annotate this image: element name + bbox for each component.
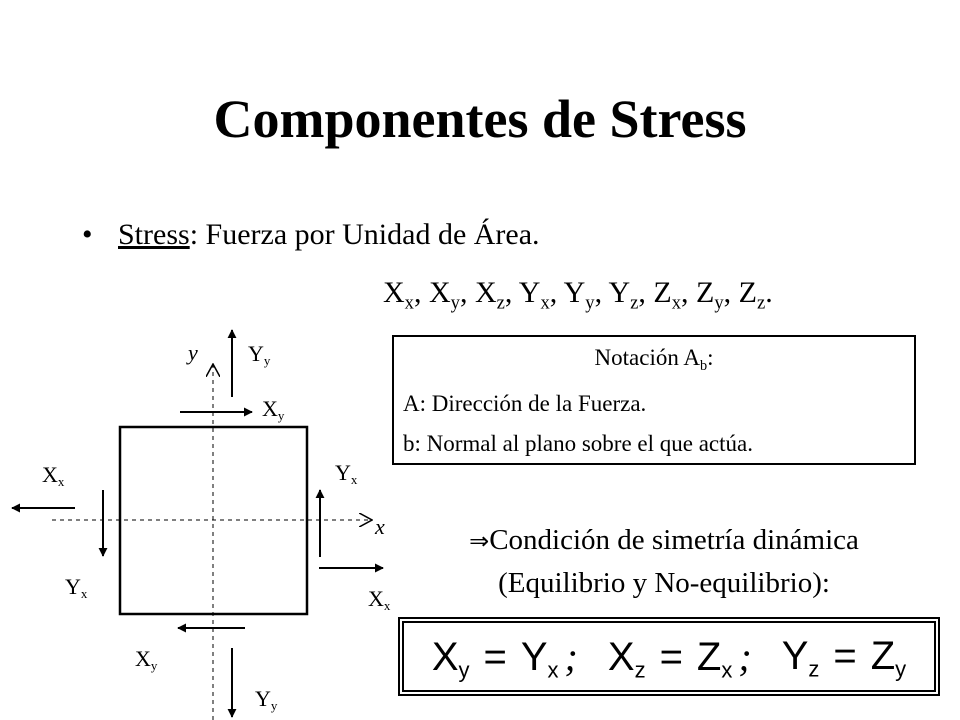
equation-equals: =	[483, 635, 507, 679]
notation-title-colon: :	[707, 345, 714, 370]
label-xy-top: Xy	[262, 396, 285, 423]
component-base: Z	[738, 276, 757, 309]
notation-box	[392, 335, 916, 465]
equation-equals: =	[833, 634, 857, 678]
component-sub: z	[630, 292, 639, 314]
stress-component	[608, 276, 639, 314]
equation-rhs-sub: x	[721, 657, 733, 683]
component-base: X	[474, 276, 497, 309]
stress-component	[518, 276, 550, 314]
label-yx-left: Yx	[65, 574, 88, 601]
component-sub: y	[714, 292, 724, 314]
equation-lhs-sub: y	[458, 657, 470, 683]
slide-title: Componentes de Stress	[213, 89, 747, 149]
notation-title	[394, 345, 914, 374]
notation-title-sub: b	[699, 357, 708, 374]
component-sub: z	[496, 292, 505, 314]
label-yx-right: Yx	[335, 460, 358, 487]
symmetry-line-2: (Equilibrio y No-equilibrio):	[498, 567, 830, 599]
equation-separator: ;	[738, 634, 752, 679]
equation-separator: ;	[564, 634, 578, 679]
equation-lhs: Y	[781, 634, 809, 678]
y-axis-label: y	[188, 340, 198, 365]
equation-box	[398, 617, 940, 696]
component-sub: x	[671, 292, 682, 314]
component-base: Z	[653, 276, 672, 309]
component-sub: x	[540, 292, 550, 314]
stress-components-list: $X_x$, $X_y$, $X_z$, $Y_x$, $Y_y$, $Y_z$, $Z_x$, $Z_y$, $Z_z$.	[383, 276, 773, 314]
equation-rhs-sub: x	[547, 657, 559, 683]
symmetry-equation	[404, 623, 934, 690]
symmetry-line-1	[410, 519, 918, 562]
component-base: X	[428, 276, 451, 309]
stress-component	[383, 276, 414, 314]
stress-component	[653, 276, 682, 314]
implies-symbol: ⇒	[469, 527, 490, 555]
notation-line-a: A: Dirección de la Fuerza.	[403, 391, 647, 416]
component-base: Y	[518, 276, 541, 309]
bullet-stress-definition	[82, 220, 540, 250]
equation-rhs: Z	[696, 635, 722, 679]
component-sub: z	[757, 292, 766, 314]
stress-component	[738, 276, 766, 314]
component-sub: y	[450, 292, 460, 314]
symmetry-condition	[410, 519, 918, 604]
component-base: Y	[563, 276, 586, 309]
stress-component	[696, 276, 724, 314]
equation-lhs: X	[607, 635, 635, 679]
equation-lhs: X	[431, 635, 459, 679]
equation-lhs-sub: z	[634, 657, 646, 683]
stress-component	[563, 276, 595, 314]
component-base: Y	[608, 276, 631, 309]
stress-component	[474, 276, 505, 314]
equation-lhs-sub: z	[808, 656, 820, 682]
component-base: Z	[696, 276, 715, 309]
label-xx-left: Xx	[42, 462, 65, 489]
notation-title-text: Notación A	[594, 345, 700, 370]
equation-equals: =	[659, 635, 683, 679]
equation-term	[607, 633, 782, 683]
equation-term	[781, 634, 907, 682]
label-yy-bottom: Yy	[255, 686, 278, 713]
label-xx-right: Xx	[368, 586, 391, 613]
component-sub: y	[585, 292, 595, 314]
component-sub: x	[404, 292, 414, 314]
equation-rhs: Z	[870, 634, 896, 678]
equation-term	[431, 633, 608, 683]
stress-element-diagram	[0, 320, 400, 720]
equation-rhs-sub: y	[895, 656, 907, 682]
stress-definition: : Fuerza por Unidad de Área.	[189, 218, 540, 251]
equation-rhs: Y	[520, 635, 548, 679]
label-xy-bottom: Xy	[135, 646, 158, 673]
stress-component	[428, 276, 460, 314]
component-base: X	[383, 276, 405, 309]
label-yy-top: Yy	[248, 341, 271, 368]
symmetry-line-1-text: Condición de simetría dinámica	[489, 524, 859, 556]
bullet-marker: •	[82, 218, 93, 251]
x-axis-label: x	[375, 514, 385, 539]
stress-term: Stress	[118, 218, 190, 251]
notation-line-b: b: Normal al plano sobre el que actúa.	[403, 431, 753, 456]
